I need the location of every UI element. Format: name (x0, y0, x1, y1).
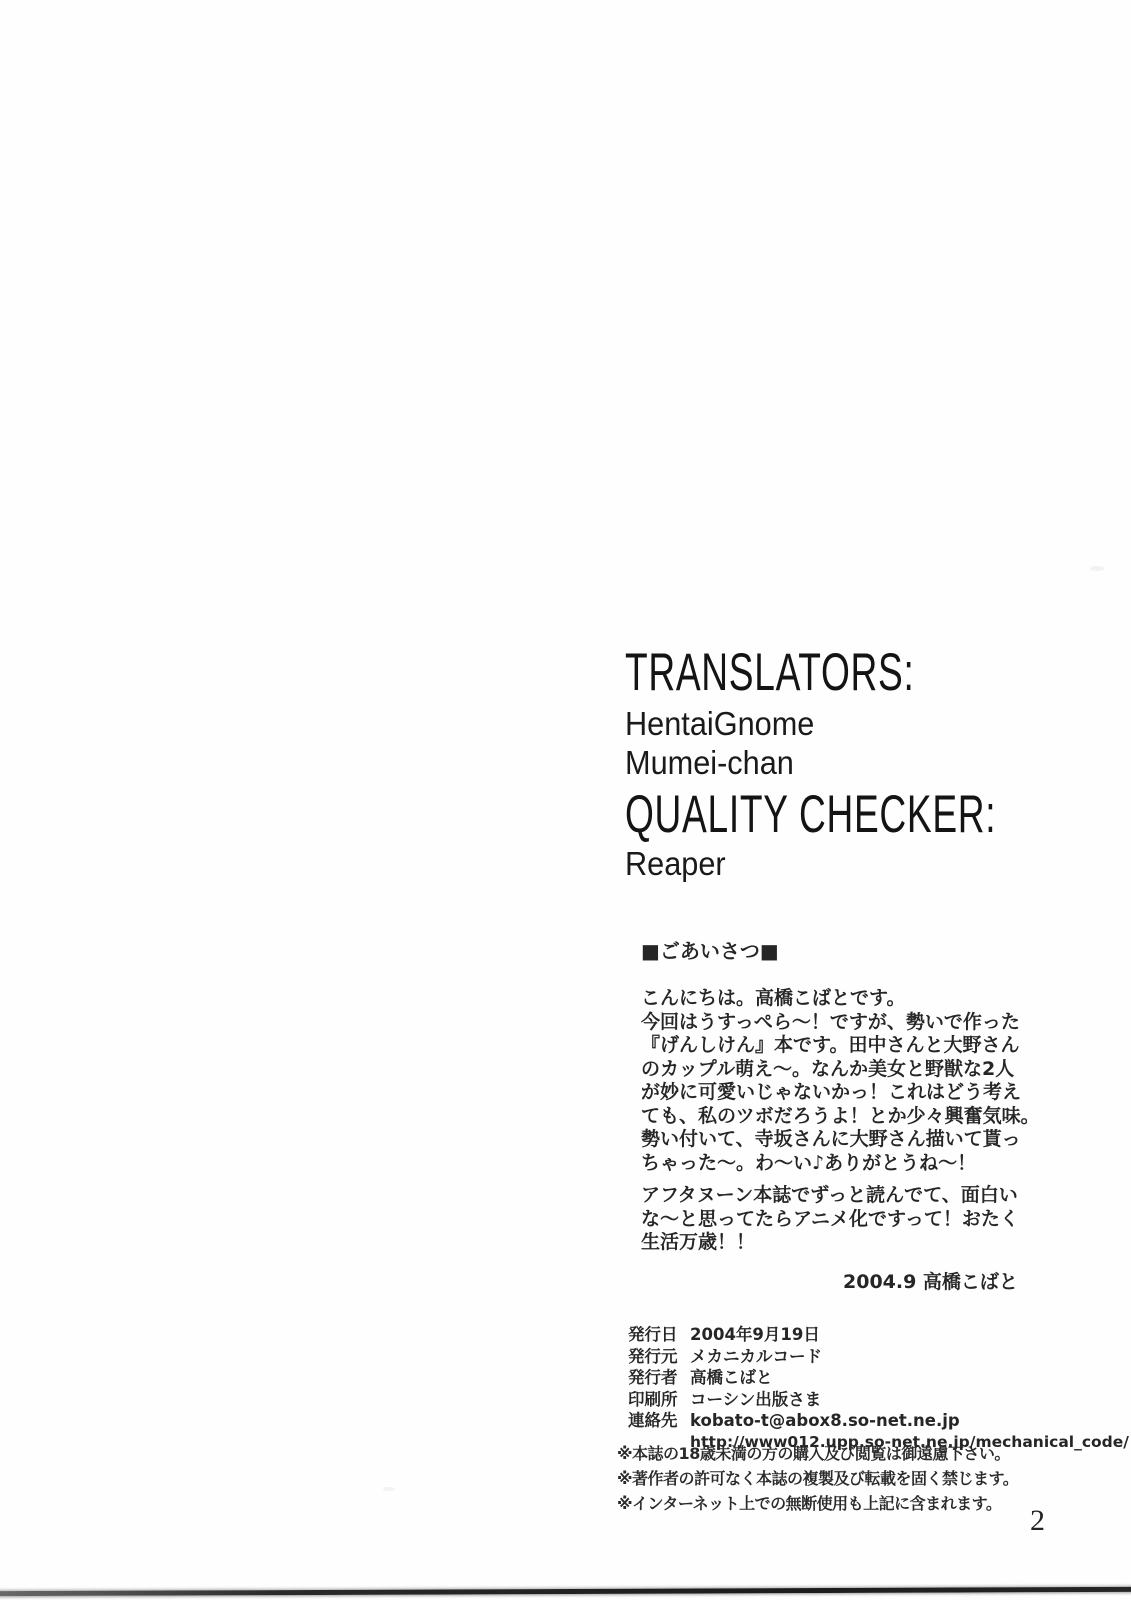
colophon-value: メカニカルコード (690, 1346, 822, 1366)
scan-smudge (1090, 566, 1104, 571)
afterword-line: アフタヌーン本誌でずっと読んでて、面白い (641, 1184, 1018, 1206)
colophon-row (628, 1410, 1129, 1432)
colophon-row (628, 1367, 1129, 1389)
colophon-value: 高橋こばと (690, 1368, 773, 1388)
legal-notices (617, 1441, 1018, 1516)
notice-line: ※本誌の18歳未満の方の購入及び閲覧は御遠慮下さい。 (617, 1444, 1010, 1463)
translator-name: HentaiGnome (625, 705, 815, 742)
quality-checker-name: Reaper (625, 845, 726, 882)
colophon-label: 発行日 (628, 1325, 678, 1344)
colophon-label: 連絡先 (628, 1411, 678, 1431)
colophon-row (628, 1389, 1129, 1411)
colophon-label: 印刷所 (628, 1389, 678, 1409)
website-url: http://www012.upp.so-net.ne.jp/mechanical_code/ (690, 1432, 1129, 1451)
greeting-line: 勢い付いて、寺坂さんに大野さん描いて貰っ (641, 1128, 1021, 1150)
greeting-line: 今回はうすっぺら〜！ですが、勢いで作った (641, 1010, 1020, 1033)
greeting-line: ても、私のツボだろうよ！とか少々興奮気味。 (641, 1104, 1040, 1127)
colophon (628, 1324, 1129, 1454)
colophon-label: 発行元 (628, 1346, 678, 1366)
greeting-line: こんにちは。高橋こばとです。 (641, 987, 906, 1009)
author-signature: 2004.9 高橋こばと (843, 1271, 1018, 1293)
notice-line: ※インターネット上での無断使用も上記に含まれます。 (617, 1494, 1002, 1513)
afterword-paragraph (641, 1184, 1019, 1255)
page-number: 2 (1030, 1504, 1045, 1537)
notice-line: ※著作者の許可なく本誌の複製及び転載を固く禁じます。 (617, 1469, 1019, 1488)
colophon-value: コーシン出版さま (690, 1389, 822, 1409)
colophon-row (628, 1324, 1129, 1346)
translator-name: Mumei-chan (625, 744, 794, 781)
greeting-paragraph (641, 987, 1040, 1175)
greeting-line: ちゃった〜。わ〜い♪ありがとうね〜！ (641, 1151, 977, 1174)
translators-heading: TRANSLATORS: (625, 643, 915, 702)
greeting-line: 『げんしけん』本です。田中さんと大野さん (641, 1034, 1020, 1056)
colophon-value: 2004年9月19日 (690, 1325, 820, 1344)
quality-checker-heading: QUALITY CHECKER: (625, 785, 997, 844)
greeting-heading: ■ごあいさつ■ (641, 939, 779, 963)
greeting-line: が妙に可愛いじゃないかっ！これはどう考え (641, 1081, 1022, 1103)
colophon-row (628, 1346, 1129, 1368)
colophon-label: 発行者 (628, 1368, 678, 1388)
scan-smudge (383, 1487, 395, 1491)
contact-email: kobato-t@abox8.so-net.ne.jp (690, 1411, 960, 1431)
greeting-line: のカップル萌え〜。なんか美女と野獣な2人 (641, 1057, 1015, 1080)
afterword-line: 生活万歳！！ (641, 1231, 756, 1253)
afterword-line: な〜と思ってたらアニメ化ですって！おたく (641, 1207, 1019, 1230)
page-edge-scan-line (0, 1587, 1131, 1596)
